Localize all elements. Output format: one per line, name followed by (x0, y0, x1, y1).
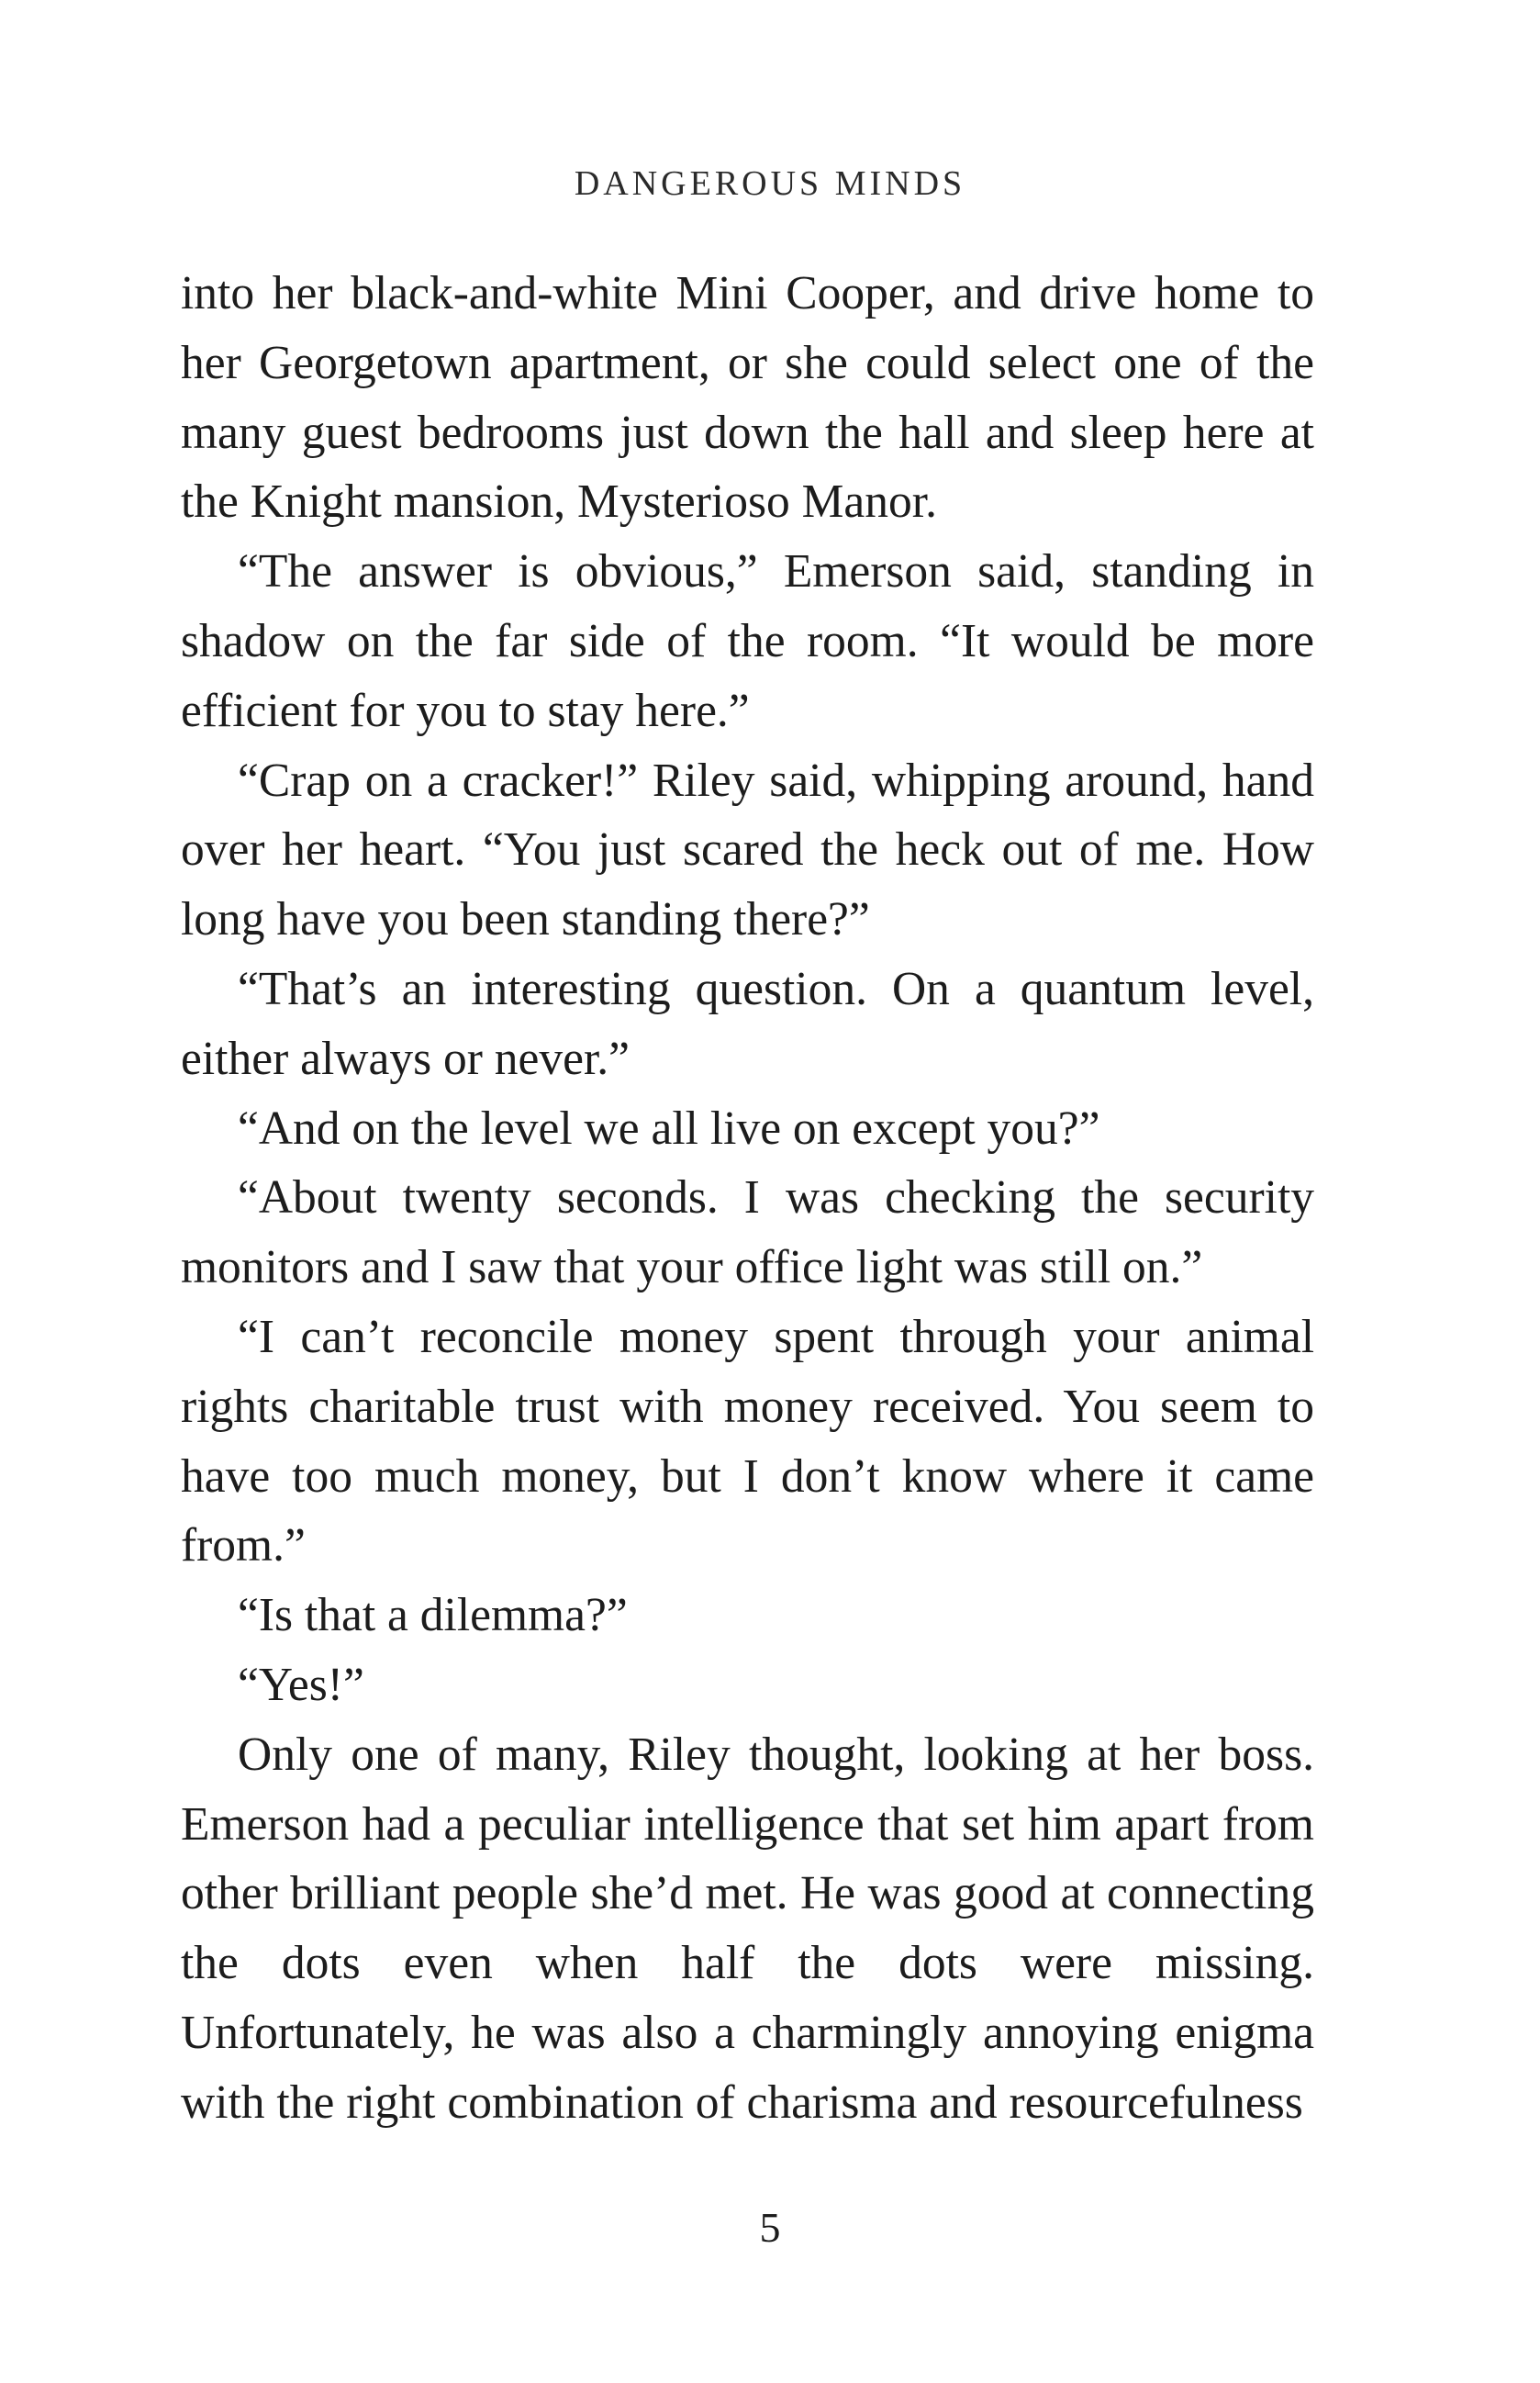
paragraph: “Is that a dilemma?” (238, 1589, 628, 1642)
paragraph: “I can’t reconcile money spent through your animal rights charitable trust with money received. You seem to have too much money, but I don’t know where it came from.” (181, 1310, 1314, 1572)
paragraph: Only one of many, Riley thought, looking at her boss. Emerson had a peculiar intelligence that set him apart from other brilliant people she’d met. He was good at connecting the dots even when half the dots were missing. Unfortunately, he was also a charmingly annoying enigma with the right combination of charisma and resourcefulness (181, 1728, 1314, 2129)
running-head: DANGEROUS MINDS (574, 164, 966, 203)
paragraph: into her black-and-white Mini Cooper, and drive home to her Georgetown apartment, or she could select one of the many guest bedrooms just down the hall and sleep here at the Knight mansion, Mysterioso Manor. (181, 267, 1314, 529)
paragraph: “About twenty seconds. I was checking the security monitors and I saw that your office light was still on.” (181, 1171, 1314, 1294)
paragraph: “The answer is obvious,” Emerson said, standing in shadow on the far side of the room. “It would be more efficient for you to stay here.” (181, 545, 1314, 737)
paragraph: “Yes!” (238, 1658, 364, 1711)
paragraph: “And on the level we all live on except you?” (238, 1102, 1100, 1155)
body-text (181, 259, 1314, 2138)
paragraph: “That’s an interesting question. On a quantum level, either always or never.” (181, 962, 1314, 1085)
page-number: 5 (759, 2204, 781, 2251)
paragraph: “Crap on a cracker!” Riley said, whipping around, hand over her heart. “You just scared the heck out of me. How long have you been standing there?” (181, 754, 1314, 946)
